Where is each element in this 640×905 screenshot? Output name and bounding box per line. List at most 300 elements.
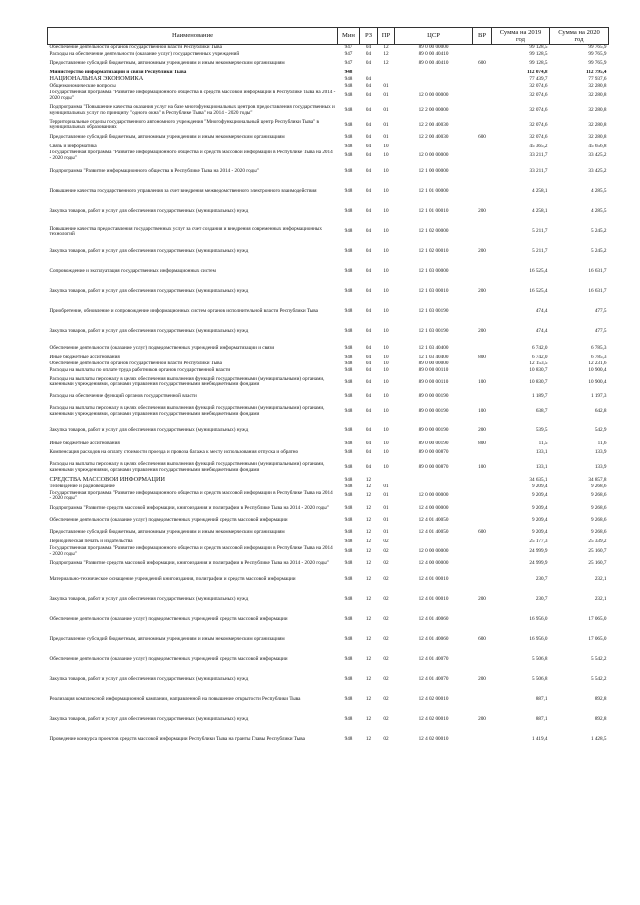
- row-name: Периодическая печать и издательства: [49, 539, 133, 545]
- table-row: [48, 650, 609, 670]
- row-csr: 12 2 00 40030: [418, 133, 449, 140]
- row-sum-2020: 232,1: [594, 575, 607, 582]
- row-rz: 04: [365, 268, 372, 275]
- row-rz: 04: [365, 344, 372, 351]
- row-csr: 12 4 01 40060: [418, 635, 449, 642]
- row-pr: 01: [383, 529, 389, 536]
- row-rz: 04: [365, 360, 372, 367]
- row-vr: 200: [478, 675, 486, 682]
- row-vr: [473, 342, 492, 354]
- row-name: Сопровождение и эксплуатация государственных информационных систем: [49, 268, 216, 275]
- row-pr: 10: [383, 426, 389, 433]
- row-csr: 12 4 01 40070: [418, 655, 449, 662]
- row-rz: 04: [365, 121, 372, 128]
- row-csr: 12 1 02 00000: [418, 228, 449, 235]
- row-min: 948: [344, 675, 353, 682]
- row-rz: 04: [365, 228, 372, 235]
- header-csr: ЦСР: [395, 28, 473, 45]
- row-name: Закупка товаров, работ и услуг для обеспечения государственных (муниципальных) нужд: [49, 675, 249, 682]
- row-name: Территориальные отделы государственного автономного учреждения "Многофункциональный центр Республики Тыва" в муниципальных образованиях: [49, 119, 319, 131]
- row-pr: 10: [383, 393, 389, 400]
- row-name: Обеспечение деятельности (оказание услуг) подведомственных учреждений средств массовой информации: [49, 615, 288, 622]
- row-name: Общеэкономические вопросы: [49, 83, 116, 89]
- row-sum-2020: 32 280,8: [588, 91, 607, 98]
- row-pr: 10: [383, 354, 389, 360]
- row-pr: 10: [383, 378, 389, 385]
- row-rz: 04: [365, 393, 372, 400]
- row-sum-2020: 6 785,3: [590, 354, 607, 360]
- row-rz: 12: [365, 635, 372, 642]
- row-rz: 04: [365, 152, 372, 159]
- row-name: Компенсация расходов на оплату стоимости проезда и провоза багажа к месту использования отпуска и обратно: [49, 449, 299, 456]
- row-name: Предоставление субсидий бюджетным, автономным учреждениям и иным некоммерческим организациям: [49, 635, 285, 642]
- row-rz: 12: [365, 715, 372, 722]
- row-vr: [473, 102, 492, 120]
- row-sum-2019: 6 742,0: [531, 344, 548, 351]
- row-csr: 12 1 03 00190: [418, 328, 449, 335]
- header-vr: ВР: [473, 28, 492, 45]
- row-csr: 12 1 03 40400: [418, 344, 449, 351]
- row-sum-2019: 24 999,9: [529, 559, 548, 566]
- row-name: Расходы на выплаты по оплате труда работников органов государственной власти: [49, 367, 231, 373]
- row-sum-2019: 32 074,6: [529, 121, 548, 128]
- row-csr: [395, 76, 473, 83]
- row-rz: 04: [365, 378, 372, 385]
- row-csr: [395, 477, 473, 484]
- row-sum-2020: 477,5: [594, 308, 607, 315]
- row-name: Расходы на выплаты персоналу в целях обеспечения выполнения функций государственными (муниципальными) органами, казенными учреждениями, органами управления государственными внебюджетными фондами: [49, 461, 325, 474]
- row-name: Государственная программа "Развитие информационного общества и средств массовой информации в Республике Тыва на 2014 - 2020 годы": [49, 150, 333, 162]
- row-sum-2020: 32 280,8: [588, 83, 607, 89]
- row-sum-2019: 5 211,7: [532, 248, 548, 255]
- row-csr: 89 0 00 40410: [418, 59, 449, 66]
- row-sum-2020: 99 765,9: [588, 51, 607, 57]
- table-row: [48, 102, 609, 120]
- row-name: Расходы на обеспечение деятельности (оказание услуг) государственных учреждений: [49, 51, 240, 57]
- table-row: [48, 391, 609, 403]
- row-vr: [473, 558, 492, 570]
- row-name: Подпрограмма "Развитие информационного общества в Республике Тыва на 2014 - 2020 годы": [49, 168, 259, 175]
- row-csr: 89 0 00 00000: [418, 44, 449, 51]
- row-pr: 10: [383, 288, 389, 295]
- row-sum-2019: 1 189,7: [531, 393, 548, 400]
- row-sum-2019: 5 211,7: [532, 228, 548, 235]
- row-pr: 10: [383, 367, 389, 373]
- table-row: [48, 242, 609, 262]
- row-pr: 12: [383, 44, 389, 51]
- row-min: 948: [344, 69, 353, 76]
- row-csr: 12 2 00 40030: [418, 121, 449, 128]
- row-rz: 04: [365, 188, 372, 195]
- row-sum-2019: 45 365,2: [529, 143, 548, 150]
- row-name: Обеспечение деятельности (оказание услуг) подведомственных учреждений информатизации и связи: [49, 344, 275, 351]
- row-name: Предоставление субсидий бюджетным, автономным учреждениям и иным некоммерческим организациям: [49, 59, 285, 66]
- row-vr: 200: [478, 208, 486, 215]
- table-row: [48, 342, 609, 354]
- row-min: 948: [344, 655, 353, 662]
- row-name: Повышение качества предоставления государственных услуг за счет создания и внедрения современных информационных технологий: [49, 225, 322, 238]
- row-rz: 04: [365, 83, 372, 89]
- row-rz: 04: [365, 133, 372, 140]
- row-sum-2019: 4 258,1: [531, 188, 548, 195]
- row-sum-2019: 539,5: [535, 426, 548, 433]
- row-rz: 12: [365, 655, 372, 662]
- row-rz: 04: [365, 449, 372, 456]
- row-sum-2019: 32 074,6: [529, 91, 548, 98]
- row-vr: 600: [478, 635, 486, 642]
- row-name: Закупка товаров, работ и услуг для обеспечения государственных (муниципальных) нужд: [49, 208, 249, 215]
- row-vr: [473, 45, 492, 52]
- row-sum-2020: 5 245,2: [590, 248, 607, 255]
- row-vr: [473, 730, 492, 750]
- row-csr: 12 1 02 00010: [418, 248, 449, 255]
- table-row: [48, 421, 609, 441]
- table-row: [48, 262, 609, 282]
- row-rz: 12: [365, 504, 372, 511]
- row-name: Иные бюджетные ассигнования: [49, 440, 120, 447]
- row-vr: [473, 502, 492, 514]
- row-rz: 04: [365, 328, 372, 335]
- row-rz: 12: [365, 575, 372, 582]
- row-min: 948: [344, 575, 353, 582]
- row-pr: 02: [383, 547, 389, 554]
- row-sum-2020: 99 765,9: [588, 44, 607, 51]
- row-sum-2020: 133,9: [594, 449, 607, 456]
- row-vr: [473, 119, 492, 131]
- row-sum-2019: 16 956,0: [529, 635, 548, 642]
- row-min: 948: [344, 529, 353, 536]
- row-sum-2019: 32 074,6: [529, 133, 548, 140]
- row-sum-2020: 542,9: [594, 426, 607, 433]
- row-min: 948: [344, 354, 353, 360]
- row-vr: [473, 391, 492, 403]
- row-sum-2019: 5 506,8: [531, 655, 548, 662]
- header-sum-2019-line1: Сумма на 2019: [499, 28, 542, 36]
- row-name: Обеспечение деятельности (оказание услуг) подведомственных учреждений средств массовой информации: [49, 516, 288, 523]
- row-vr: [473, 490, 492, 502]
- row-pr: 01: [383, 133, 389, 140]
- row-sum-2019: 16 525,4: [529, 268, 548, 275]
- row-min: 948: [344, 143, 353, 150]
- row-sum-2019: 24 999,9: [529, 547, 548, 554]
- row-csr: 12 1 01 00000: [418, 188, 449, 195]
- row-pr: 10: [383, 344, 389, 351]
- row-min: 948: [344, 440, 353, 447]
- row-min: 948: [344, 248, 353, 255]
- row-rz: 04: [365, 408, 372, 415]
- row-sum-2020: 32 280,8: [588, 121, 607, 128]
- row-csr: 12 1 03 00000: [418, 268, 449, 275]
- row-name: Предоставление субсидий бюджетным, автономным учреждениям и иным некоммерческим организациям: [49, 133, 285, 140]
- row-sum-2020: 9 268,6: [590, 516, 607, 523]
- row-sum-2019: 32 074,6: [529, 83, 548, 89]
- row-sum-2020: 25 339,2: [588, 539, 607, 545]
- row-sum-2020: 5 245,2: [590, 228, 607, 235]
- table-row: [48, 545, 609, 557]
- row-sum-2020: 10 900,4: [588, 367, 607, 373]
- row-rz: 12: [365, 516, 372, 523]
- row-csr: 12 4 02 00010: [418, 735, 449, 742]
- row-name: Подпрограмма "Повышение качества оказания услуг на базе многофункциональных центров предоставления государственных и муниципальных услуг по принципу "одного окна" в Республике Тыва" на 2014 - 2020 годы": [49, 103, 335, 116]
- row-vr: [473, 610, 492, 630]
- row-min: 948: [344, 152, 353, 159]
- row-pr: 01: [383, 121, 389, 128]
- row-rz: 12: [365, 547, 372, 554]
- row-name: Расходы на выплаты персоналу в целях обеспечения выполнения функций государственными (муниципальными) органами, казенными учреждениями, органами управления государственными внебюджетными фондами: [49, 405, 325, 418]
- row-name: Расходы на выплаты персоналу в целях обеспечения выполнения функций государственными (муниципальными) органами, казенными учреждениями, органами управления государственными внебюджетными фондами: [49, 375, 325, 388]
- row-csr: 12 4 01 00010: [418, 575, 449, 582]
- row-sum-2019: 133,1: [535, 449, 548, 456]
- row-sum-2019: 25 177,3: [529, 539, 548, 545]
- row-sum-2020: 34 857,8: [588, 476, 607, 483]
- row-csr: 89 0 00 00190: [418, 408, 449, 415]
- header-name: Наименование: [48, 28, 338, 45]
- row-min: 948: [344, 378, 353, 385]
- row-csr: 12 1 01 00010: [418, 208, 449, 215]
- table-row: [48, 302, 609, 322]
- row-rz: 04: [365, 143, 372, 150]
- row-pr: 10: [383, 152, 389, 159]
- row-min: 948: [344, 308, 353, 315]
- row-name: Обеспечение деятельности (оказание услуг) подведомственных учреждений средств массовой информации: [49, 655, 288, 662]
- row-sum-2020: 9 268,6: [590, 504, 607, 511]
- table-row: [48, 322, 609, 342]
- row-sum-2019: 638,7: [535, 408, 548, 415]
- row-vr: 600: [478, 529, 486, 536]
- table-row: [48, 527, 609, 539]
- row-vr: 600: [478, 133, 486, 140]
- row-pr: 10: [383, 143, 389, 150]
- table-row: [48, 570, 609, 590]
- row-sum-2019: 16 525,4: [529, 288, 548, 295]
- row-name: Телевидение и радиовещание: [49, 483, 115, 490]
- row-name: Закупка товаров, работ и услуг для обеспечения государственных (муниципальных) нужд: [49, 715, 249, 722]
- row-sum-2019: 9 209,4: [531, 492, 548, 499]
- row-vr: [473, 545, 492, 557]
- row-pr: 01: [383, 492, 389, 499]
- row-sum-2020: 11,6: [597, 440, 607, 447]
- row-sum-2019: 9 209,4: [531, 516, 548, 523]
- row-vr: [473, 650, 492, 670]
- row-sum-2019: 99 128,5: [529, 59, 548, 66]
- row-sum-2019: 230,7: [535, 575, 548, 582]
- row-csr: 12 4 02 00010: [418, 695, 449, 702]
- table-row: [48, 690, 609, 710]
- row-pr: 01: [383, 83, 389, 89]
- row-vr: 800: [478, 440, 486, 447]
- row-min: 948: [344, 168, 353, 175]
- row-sum-2020: 99 765,9: [588, 59, 607, 66]
- row-vr: [473, 222, 492, 242]
- row-pr: 10: [383, 449, 389, 456]
- table-row: [48, 222, 609, 242]
- row-min: 948: [344, 268, 353, 275]
- row-min: 948: [344, 476, 353, 483]
- row-name: Подпрограмма "Развитие средств массовой информации, книгоиздания и полиграфии в Республике Тыва на 2014 - 2020 годы": [49, 504, 329, 511]
- row-vr: [473, 162, 492, 182]
- row-min: 948: [344, 615, 353, 622]
- row-csr: 12 1 00 00000: [418, 168, 449, 175]
- table-row: [48, 90, 609, 102]
- table-row: [48, 477, 609, 484]
- row-min: 948: [344, 559, 353, 566]
- header-pr: ПР: [378, 28, 395, 45]
- row-vr: [473, 570, 492, 590]
- row-name: Государственная программа "Развитие информационного общества в средств массовой информации в Республике Тыва на 2014 - 2020 годы": [49, 89, 336, 101]
- row-min: 948: [344, 735, 353, 742]
- row-sum-2019: 10 830,7: [529, 378, 548, 385]
- row-pr: 02: [383, 635, 389, 642]
- row-csr: 89 0 00 00000: [418, 360, 449, 367]
- table-row: [48, 374, 609, 392]
- row-rz: 12: [365, 675, 372, 682]
- row-rz: 04: [365, 44, 372, 51]
- table-row: [48, 590, 609, 610]
- row-sum-2020: 32 280,8: [588, 106, 607, 113]
- row-rz: 04: [365, 288, 372, 295]
- row-min: 948: [344, 464, 353, 471]
- row-sum-2020: 477,5: [594, 328, 607, 335]
- row-min: 948: [344, 539, 353, 545]
- row-sum-2020: 9 268,6: [590, 492, 607, 499]
- row-pr: [378, 477, 395, 484]
- row-sum-2020: 4 285,5: [590, 208, 607, 215]
- row-vr: 200: [478, 288, 486, 295]
- row-rz: 04: [365, 308, 372, 315]
- row-csr: 12 0 00 00000: [418, 152, 449, 159]
- header-min: Мин: [338, 28, 360, 45]
- row-min: 948: [344, 228, 353, 235]
- row-sum-2019: 9 209,4: [531, 504, 548, 511]
- row-min: 948: [344, 426, 353, 433]
- row-csr: 89 0 00 00190: [418, 393, 449, 400]
- row-rz: 04: [365, 208, 372, 215]
- row-sum-2019: 6 742,0: [531, 354, 548, 360]
- row-sum-2019: 33 211,7: [529, 168, 548, 175]
- row-rz: 04: [365, 168, 372, 175]
- row-name: Государственная программа "Развитие информационного общества и средств массовой информации в Республике Тыва на 2014 - 2020 годы": [49, 545, 333, 557]
- row-rz: 04: [365, 106, 372, 113]
- row-sum-2020: 77 937,6: [588, 76, 607, 82]
- row-rz: 04: [365, 367, 372, 373]
- row-name: Закупка товаров, работ и услуг для обеспечения государственных (муниципальных) нужд: [49, 288, 249, 295]
- row-sum-2019: 887,1: [535, 715, 548, 722]
- row-sum-2020: 9 268,6: [590, 483, 607, 490]
- row-name: НАЦИОНАЛЬНАЯ ЭКОНОМИКА: [49, 76, 144, 83]
- row-min: 948: [344, 288, 353, 295]
- row-rz: 12: [365, 559, 372, 566]
- row-sum-2019: 34 635,1: [529, 476, 548, 483]
- row-min: 948: [344, 208, 353, 215]
- row-min: 948: [344, 492, 353, 499]
- row-name: Материально-техническое оснащение учреждений книгоиздания, полиграфии и средств массовой информации: [49, 575, 296, 582]
- row-csr: 12 0 00 00000: [418, 547, 449, 554]
- row-sum-2019: 1 419,4: [531, 735, 548, 742]
- row-pr: 02: [383, 595, 389, 602]
- row-sum-2020: 6 785,3: [590, 344, 607, 351]
- row-min: 947: [344, 44, 353, 51]
- row-rz: 04: [365, 426, 372, 433]
- row-pr: 10: [383, 464, 389, 471]
- table-row: [48, 459, 609, 477]
- row-sum-2019: 99 128,5: [529, 44, 548, 51]
- row-name: Закупка товаров, работ и услуг для обеспечения государственных (муниципальных) нужд: [49, 595, 249, 602]
- header-sum-2019-line2: год: [515, 36, 525, 43]
- row-sum-2019: 112 074,8: [527, 69, 548, 76]
- row-name: Иные бюджетные ассигнования: [49, 354, 120, 360]
- row-csr: 12 0 00 00000: [418, 91, 449, 98]
- row-min: 948: [344, 595, 353, 602]
- row-min: 948: [344, 188, 353, 195]
- row-vr: 200: [478, 328, 486, 335]
- row-name: СРЕДСТВА МАССОВОЙ ИНФОРМАЦИИ: [49, 476, 165, 483]
- table-row: [48, 730, 609, 750]
- row-rz: 04: [365, 354, 372, 360]
- row-name: Проведение конкурса проектов средств массовой информации Республики Тыва на гранты Главы Республики Тыва: [49, 735, 305, 742]
- row-pr: 01: [383, 91, 389, 98]
- row-pr: 10: [383, 188, 389, 195]
- row-csr: 89 0 00 00110: [418, 378, 449, 385]
- row-sum-2020: 892,8: [594, 715, 607, 722]
- row-vr: [473, 90, 492, 102]
- table-header: [48, 28, 609, 45]
- row-min: 948: [344, 393, 353, 400]
- row-rz: 04: [365, 76, 372, 82]
- row-pr: 12: [383, 51, 389, 57]
- row-min: 948: [344, 91, 353, 98]
- row-pr: 10: [383, 168, 389, 175]
- row-csr: 12 1 03 40400: [418, 354, 449, 360]
- row-name: Реализация комплексной информационной кампании, направленной на повышение открытости Республики Тыва: [49, 695, 301, 702]
- row-pr: 02: [383, 539, 389, 545]
- row-pr: 02: [383, 715, 389, 722]
- row-sum-2020: 25 160,7: [588, 547, 607, 554]
- row-pr: 10: [383, 360, 389, 367]
- row-min: 948: [344, 635, 353, 642]
- row-vr: 100: [478, 408, 486, 415]
- row-sum-2019: 5 506,8: [531, 675, 548, 682]
- row-vr: 200: [478, 248, 486, 255]
- row-pr: 02: [383, 675, 389, 682]
- row-name: Повышение качества государственного управления за счет внедрения межведомственного электронного взаимодействия: [49, 188, 317, 195]
- row-pr: 10: [383, 208, 389, 215]
- row-vr: [473, 477, 492, 484]
- row-sum-2019: 887,1: [535, 695, 548, 702]
- row-min: 948: [344, 516, 353, 523]
- row-rz: 12: [365, 695, 372, 702]
- row-vr: 200: [478, 595, 486, 602]
- row-csr: 12 4 00 00000: [418, 559, 449, 566]
- row-vr: [473, 182, 492, 202]
- row-sum-2020: 112 795,4: [586, 69, 607, 76]
- row-min: 948: [344, 106, 353, 113]
- row-pr: 10: [383, 308, 389, 315]
- row-sum-2020: 1 197,3: [590, 393, 607, 400]
- row-pr: 01: [383, 504, 389, 511]
- row-sum-2020: 25 160,7: [588, 559, 607, 566]
- table-row: [48, 45, 609, 52]
- row-sum-2020: 33 425,2: [588, 168, 607, 175]
- row-pr: 01: [383, 483, 389, 490]
- row-csr: 12 4 01 40050: [418, 529, 449, 536]
- row-min: 948: [344, 367, 353, 373]
- row-sum-2019: 9 209,4: [531, 529, 548, 536]
- row-vr: [473, 447, 492, 459]
- row-csr: 89 0 00 00190: [418, 426, 449, 433]
- table-row: [48, 282, 609, 302]
- row-pr: 01: [383, 106, 389, 113]
- row-csr: 12 0 00 00000: [418, 492, 449, 499]
